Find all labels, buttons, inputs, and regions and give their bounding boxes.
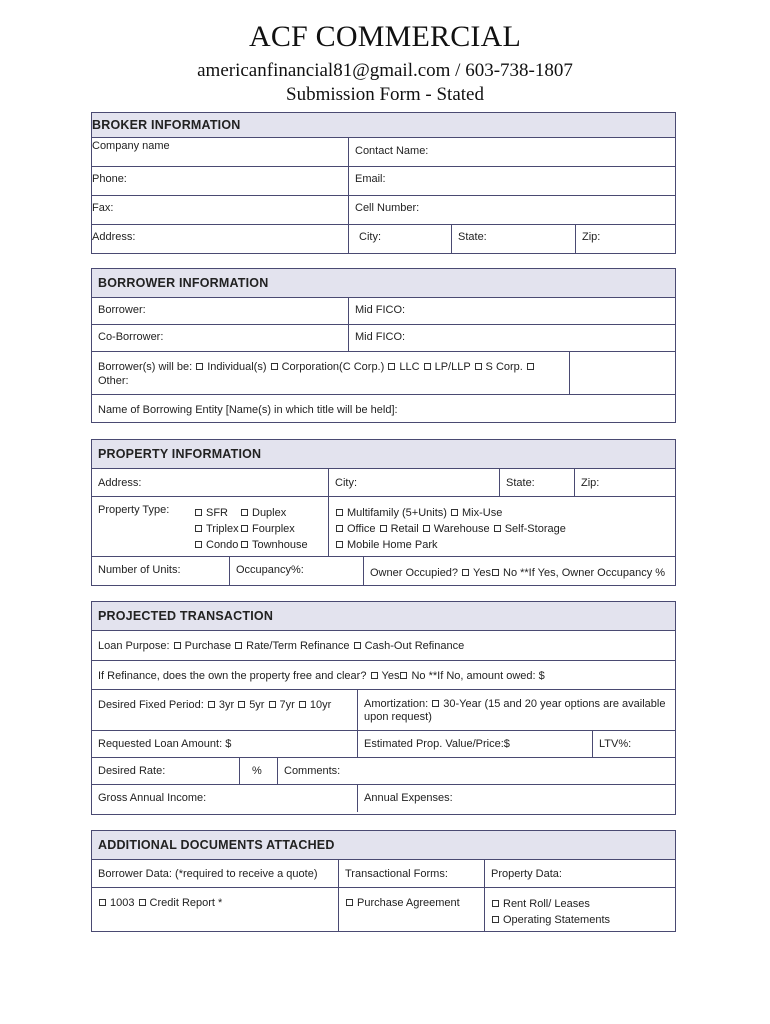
contact-line: americanfinancial81@gmail.com / 603-738-1807 [197,60,573,81]
desired-rate-field[interactable]: Desired Rate: [98,765,166,777]
mid-fico-field-2[interactable]: Mid FICO: [348,325,675,351]
checkbox-self-storage[interactable] [494,525,501,532]
checkbox-other[interactable] [527,363,534,370]
transactional-forms-label: Transactional Forms: [338,860,484,887]
checkbox-office[interactable] [336,525,343,532]
checkbox-retail[interactable] [380,525,387,532]
checkbox-30-year[interactable] [432,700,439,707]
form-name: Submission Form - Stated [286,84,484,105]
checkbox-5yr[interactable] [238,701,245,708]
annual-expenses-field[interactable]: Annual Expenses: [357,785,675,812]
broker-heading: BROKER INFORMATION [92,113,675,138]
broker-phone-field[interactable]: Phone: [92,173,127,185]
checkbox-mix-use[interactable] [451,509,458,516]
checkbox-duplex[interactable] [241,509,248,516]
checkbox-triplex[interactable] [195,525,202,532]
loan-purpose-field: Loan Purpose: Purchase Rate/Term Refinance Cash-Out Refinance [98,640,465,652]
property-data-label: Property Data: [484,860,675,887]
property-address-field[interactable]: Address: [98,477,142,489]
checkbox-cash-out[interactable] [354,642,361,649]
documents-section [91,830,676,932]
broker-fax-field[interactable]: Fax: [92,202,114,214]
checkbox-s-corp[interactable] [475,363,482,370]
checkbox-owner-yes[interactable] [462,569,469,576]
broker-email-field[interactable]: Email: [348,167,675,195]
transaction-section [91,601,676,815]
checkbox-corporation[interactable] [271,363,278,370]
checkbox-rate-term[interactable] [235,642,242,649]
property-heading: PROPERTY INFORMATION [92,440,675,469]
property-data-options: Rent Roll/ Leases Operating Statements [484,888,675,932]
checkbox-7yr[interactable] [269,701,276,708]
checkbox-mobile-home[interactable] [336,541,343,548]
comments-field[interactable]: Comments: [277,758,675,784]
checkbox-owner-no[interactable] [492,569,499,576]
checkbox-fourplex[interactable] [241,525,248,532]
borrowing-entity-field[interactable]: Name of Borrowing Entity [Name(s) in which title will be held]: [98,404,398,416]
transactional-options: Purchase Agreement [338,888,484,932]
loan-amount-field[interactable]: Requested Loan Amount: $ [98,738,232,750]
borrower-other-field[interactable] [569,352,675,394]
borrower-section [91,268,676,423]
checkbox-1003[interactable] [99,899,106,906]
checkbox-townhouse[interactable] [241,541,248,548]
estimated-value-field[interactable]: Estimated Prop. Value/Price:$ [357,731,592,757]
property-type-label: Property Type: [98,504,170,516]
broker-city-field[interactable]: City: [348,225,451,254]
broker-zip-field[interactable]: Zip: [575,225,675,254]
occupancy-field[interactable]: Occupancy%: [229,557,363,586]
checkbox-refi-no[interactable] [400,672,407,679]
owner-occupied-field: Owner Occupied? Yes No **If Yes, Owner Occupancy % [363,557,675,586]
checkbox-3yr[interactable] [208,701,215,708]
broker-company-field[interactable]: Company name [92,140,170,152]
fixed-period-field: Desired Fixed Period: 3yr 5yr 7yr 10yr [98,699,332,711]
checkbox-10yr[interactable] [299,701,306,708]
broker-cell-field[interactable]: Cell Number: [348,196,675,224]
checkbox-warehouse[interactable] [423,525,430,532]
borrower-data-options: 1003 Credit Report * [92,888,338,932]
form-title: ACF COMMERCIAL [248,20,521,53]
borrower-heading: BORROWER INFORMATION [92,269,675,298]
checkbox-rent-roll[interactable] [492,900,499,907]
checkbox-llc[interactable] [388,363,395,370]
checkbox-sfr[interactable] [195,509,202,516]
checkbox-purchase-agreement[interactable] [346,899,353,906]
property-type-commercial: Multifamily (5+Units) Mix-Use Office Retail Warehouse Self-Storage Mobile Home Park [328,497,675,556]
broker-section [91,112,676,254]
transaction-heading: PROJECTED TRANSACTION [92,602,675,631]
rate-percent-field: % [239,758,277,784]
number-of-units-field[interactable]: Number of Units: [98,564,181,576]
property-type-residential: SFR Duplex Triplex Fourplex Condo Townhouse [188,497,328,556]
mid-fico-field-1[interactable]: Mid FICO: [348,298,675,324]
borrower-field[interactable]: Borrower: [98,304,146,316]
broker-contact-field[interactable]: Contact Name: [348,138,675,166]
property-zip-field[interactable]: Zip: [574,469,675,496]
checkbox-operating-statements[interactable] [492,916,499,923]
borrower-type-options: Borrower(s) will be: Individual(s) Corporation(C Corp.) LLC LP/LLP S Corp. Other: [92,352,569,394]
ltv-field[interactable]: LTV%: [592,731,675,757]
refinance-question-field: If Refinance, does the own the property free and clear? Yes No **If No, amount owed: $ [98,670,545,682]
co-borrower-field[interactable]: Co-Borrower: [98,331,164,343]
borrower-data-label: Borrower Data: (*required to receive a quote) [98,868,318,880]
property-section [91,439,676,586]
checkbox-individual[interactable] [196,363,203,370]
checkbox-purchase[interactable] [174,642,181,649]
property-state-field[interactable]: State: [499,469,574,496]
amortization-field: Amortization: 30-Year (15 and 20 year options are available upon request) [357,690,675,730]
broker-address-field[interactable]: Address: [92,231,136,243]
checkbox-credit-report[interactable] [139,899,146,906]
documents-heading: ADDITIONAL DOCUMENTS ATTACHED [92,831,675,860]
checkbox-lp-llp[interactable] [424,363,431,370]
broker-state-field[interactable]: State: [451,225,575,254]
property-city-field[interactable]: City: [328,469,499,496]
gross-income-field[interactable]: Gross Annual Income: [98,792,207,804]
checkbox-multifamily[interactable] [336,509,343,516]
checkbox-condo[interactable] [195,541,202,548]
checkbox-refi-yes[interactable] [371,672,378,679]
